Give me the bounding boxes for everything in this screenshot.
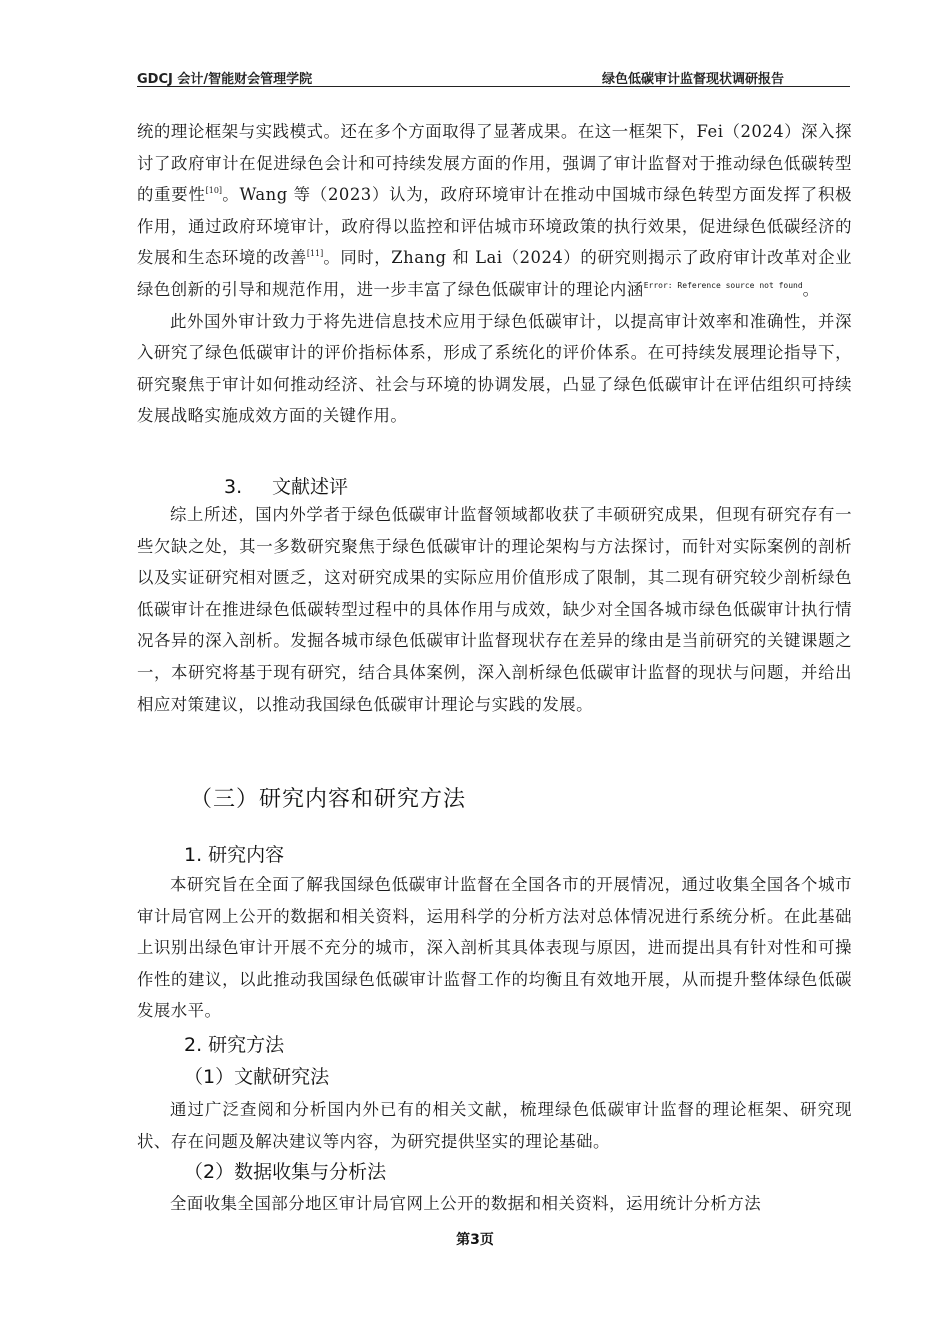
page-header (137, 64, 850, 86)
chapter-heading-content-methods: （三）研究内容和研究方法 (190, 787, 467, 812)
paragraph-text: 。同时，Zhang 和 Lai（2024）的研究则揭示了政府审计改革对企业绿色创新的引导和规范作用，进一步丰富了绿色低碳审计的理论内涵 (137, 248, 853, 299)
body-block-3 (137, 869, 852, 1027)
citation-ref: [10] (205, 186, 223, 196)
paragraph-literature-method: 通过广泛查阅和分析国内外已有的相关文献，梳理绿色低碳审计监督的理论框架、研究现状、存在问题及解决建议等内容，为研究提供坚实的理论基础。 (137, 1100, 852, 1151)
header-rule (137, 86, 850, 87)
paragraph-foreign-research (137, 116, 852, 306)
header-report-title: 绿色低碳审计监督现状调研报告 (601, 72, 784, 87)
header-institution: GDCJ 会计/智能财会管理学院 (137, 72, 313, 87)
body-block-2 (137, 499, 852, 720)
body-block-5 (137, 1188, 852, 1220)
paragraph-it-audit: 此外国外审计致力于将先进信息技术应用于绿色低碳审计，以提高审计效率和准确性，并深入研究了绿色低碳审计的评价指标体系，形成了系统化的评价体系。在可持续发展理论指导下，研究聚焦于审计如何推动经济、社会与环境的协调发展，凸显了绿色低碳审计在评估组织可持续发展战略实施成效方面的关键作用。 (137, 311, 852, 426)
paragraph-text: 统的理论框架与实践模式。还在多个方面取得了显著成果。在这一框架下，Fei（2024）深入探讨了政府审计在促进绿色会计和可持续发展方面的作用，强调了审计监督对于推动绿色低碳转型的重要性 (137, 122, 852, 205)
section-number: 3. (224, 476, 243, 498)
paragraph-text: 。 (802, 279, 820, 299)
paragraph-research-content: 本研究旨在全面了解我国绿色低碳审计监督在全国各市的开展情况，通过收集全国各个城市审计局官网上公开的数据和相关资料，运用科学的分析方法对总体情况进行系统分析。在此基础上识别出绿色审计开展不充分的城市，深入剖析其具体表现与原因，进而提出具有针对性和可操作性的建议，以此推动我国绿色低碳审计监督工作的均衡且有效地开展，从而提升整体绿色低碳发展水平。 (137, 875, 852, 1021)
subheading-research-methods: 2. 研究方法 (184, 1034, 285, 1056)
section-heading-literature-review (224, 472, 348, 499)
paragraph-data-method: 全面收集全国部分地区审计局官网上公开的数据和相关资料，运用统计分析方法 (170, 1194, 762, 1213)
section-title: 文献述评 (272, 476, 349, 498)
paragraph-literature-summary: 综上所述，国内外学者于绿色低碳审计监督领域都收获了丰硕研究成果，但现有研究存有一些欠缺之处，其一多数研究聚焦于绿色低碳审计的理论架构与方法探讨，而针对实际案例的剖析以及实证研究相对匮乏，这对研究成果的实际应用价值形成了限制，其二现有研究较少剖析绿色低碳审计在推进绿色低碳转型过程中的具体作用与成效，缺少对全国各城市绿色低碳审计执行情况各异的深入剖析。发掘各城市绿色低碳审计监督现状存在差异的缘由是当前研究的关键课题之一，本研究将基于现有研究，结合具体案例，深入剖析绿色低碳审计监督的现状与问题，并给出相应对策建议，以推动我国绿色低碳审计理论与实践的发展。 (137, 505, 852, 714)
subheading-research-content: 1. 研究内容 (184, 844, 285, 866)
reference-error-text: Error: Reference source not found (643, 280, 803, 290)
body-block-1 (137, 116, 852, 432)
page-number: 第3页 (456, 1232, 494, 1248)
paragraph-text: 。Wang 等（2023）认为，政府环境审计在推动中国城市绿色转型方面发挥了积极作用，通过政府环境审计，政府得以监控和评估城市环境政策的执行效果，促进绿色低碳经济的发展和生态环境的改善 (137, 185, 853, 268)
body-block-4 (137, 1094, 852, 1157)
method-heading-literature: （1）文献研究法 (184, 1066, 330, 1088)
citation-ref: [11] (306, 249, 324, 259)
method-heading-data-analysis: （2）数据收集与分析法 (184, 1161, 387, 1183)
